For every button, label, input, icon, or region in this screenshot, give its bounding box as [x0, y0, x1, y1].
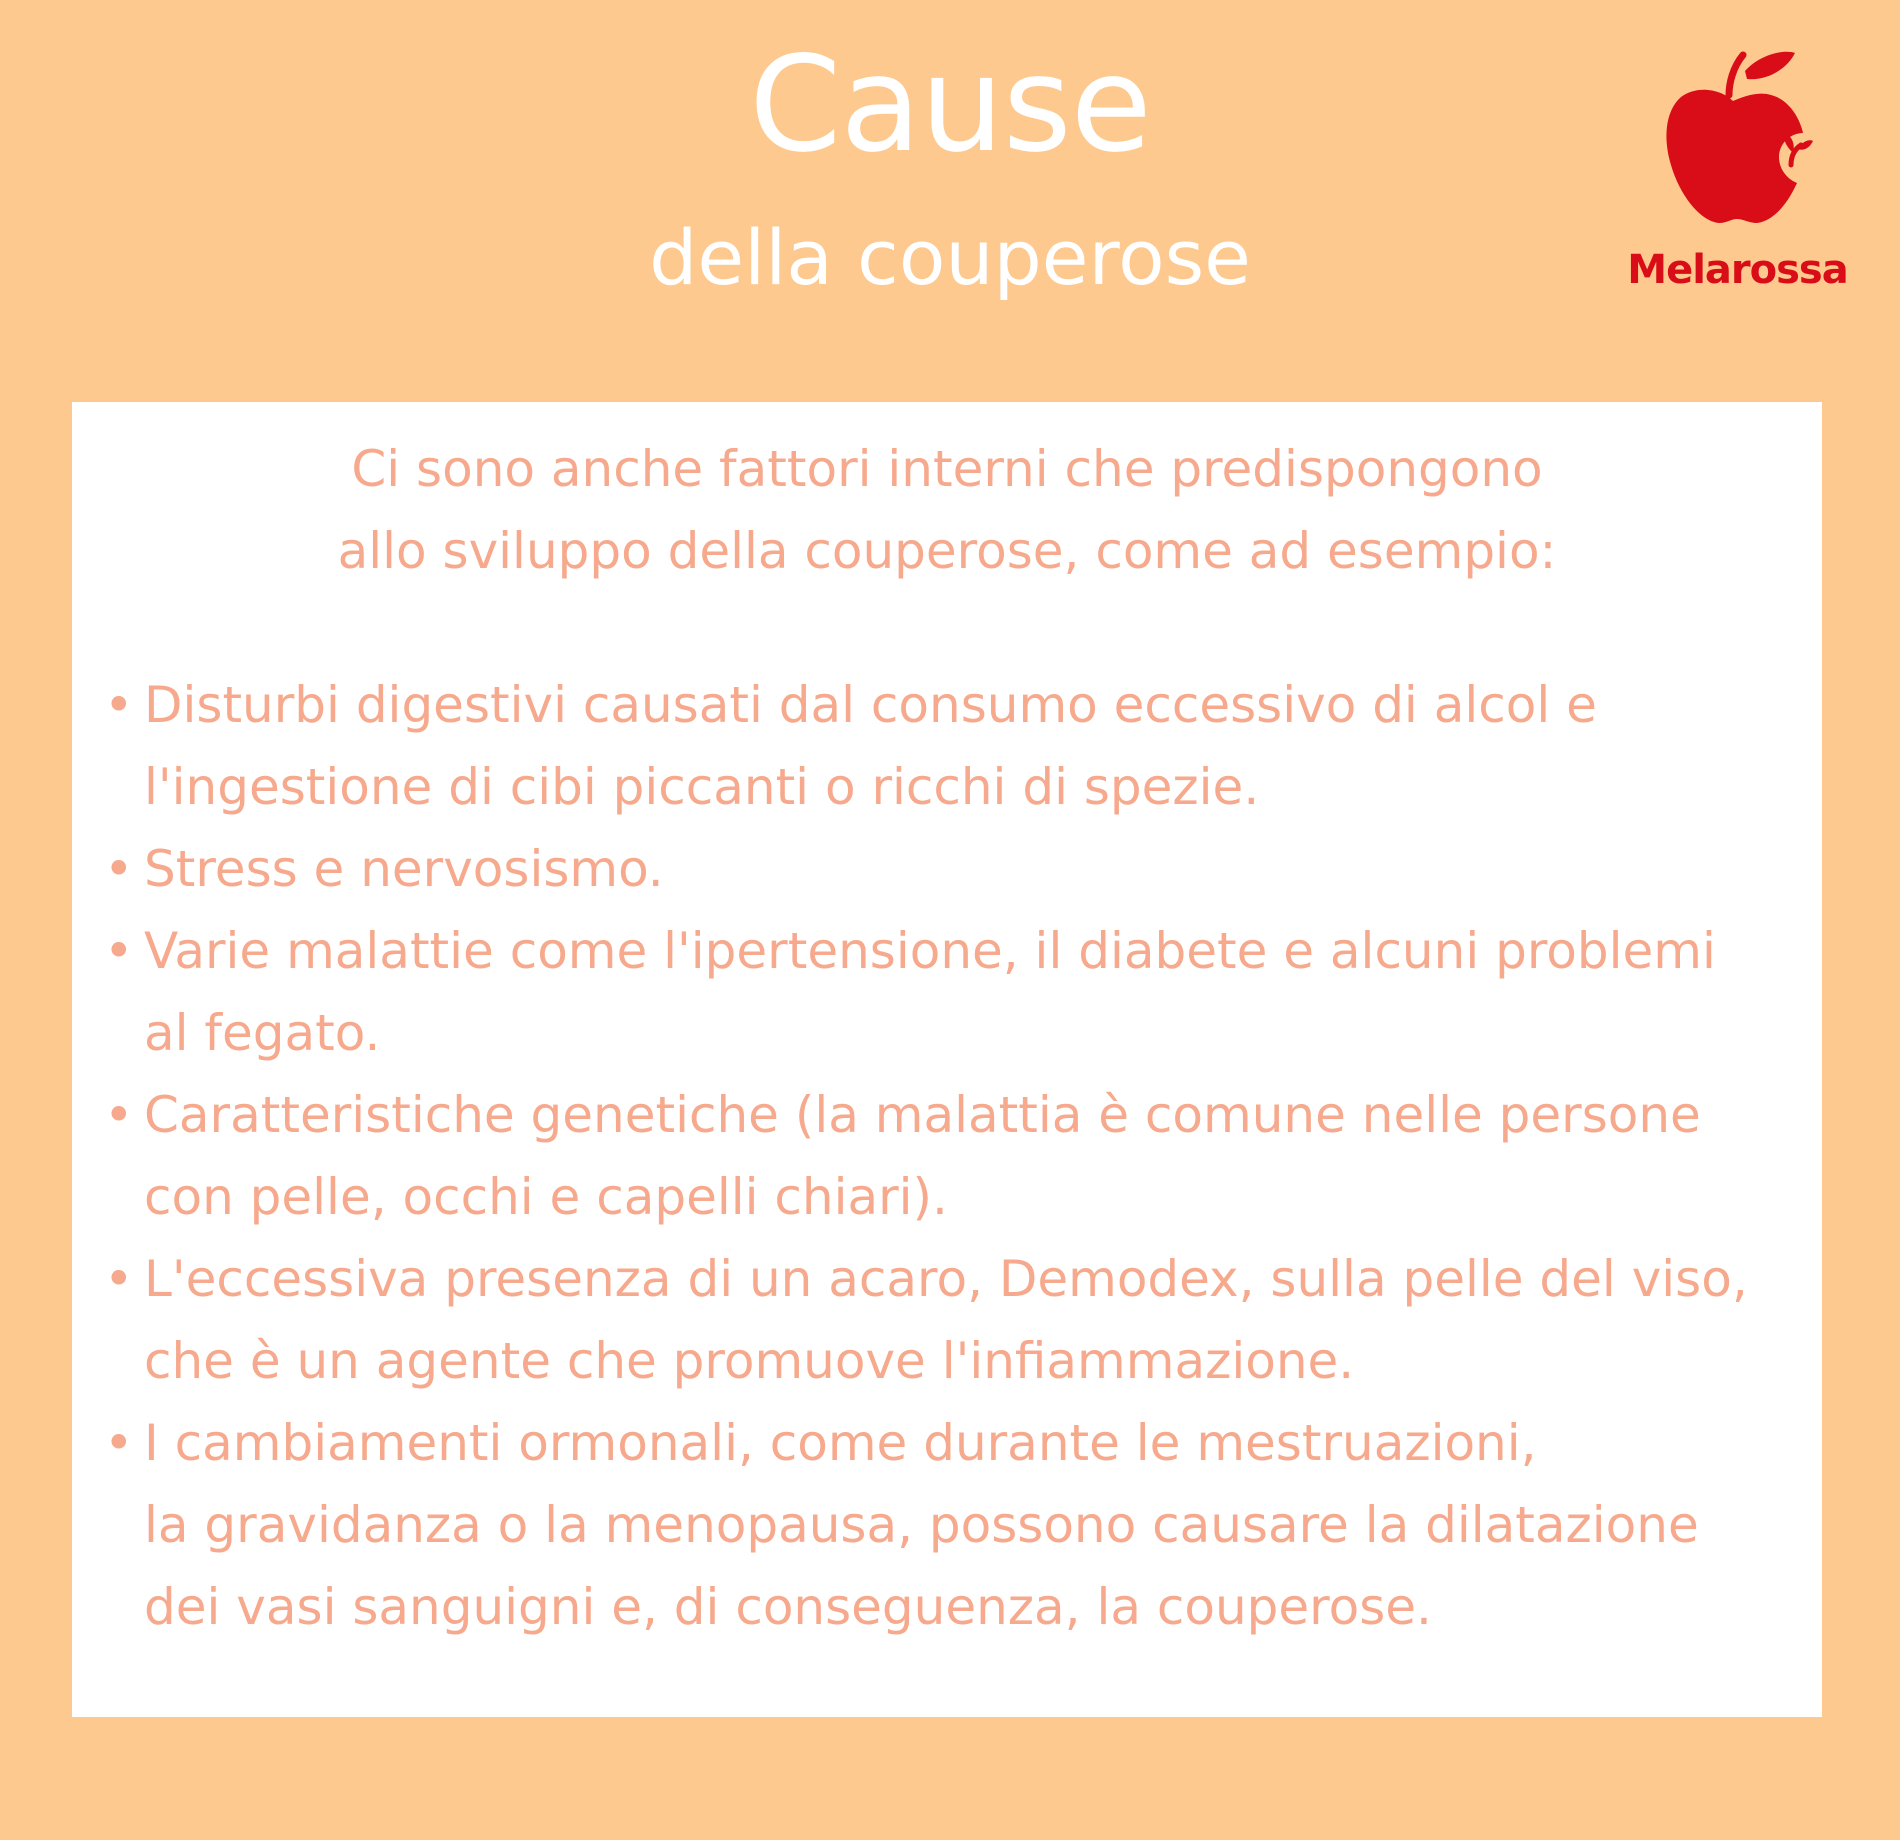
content-box	[72, 402, 1822, 1717]
list-item-text: al fegato.	[144, 1004, 381, 1062]
intro-text	[72, 428, 1822, 592]
list-item-text: L'eccessiva presenza di un acaro, Demodex, sulla pelle del viso,	[144, 1250, 1748, 1308]
list-item-text: I cambiamenti ormonali, come durante le mestruazioni,	[144, 1414, 1537, 1472]
list-item	[102, 828, 1792, 910]
list-item-text: Stress e nervosismo.	[144, 840, 664, 898]
page-title: Cause	[749, 28, 1151, 182]
bullet: •	[104, 676, 134, 734]
causes-list	[102, 664, 1792, 1648]
list-item	[102, 910, 1792, 1074]
bullet: •	[104, 1414, 134, 1472]
list-item-text: dei vasi sanguigni e, di conseguenza, la couperose.	[144, 1578, 1432, 1636]
list-item-text: Varie malattie come l'ipertensione, il diabete e alcuni problemi	[144, 922, 1716, 980]
list-item	[102, 1074, 1792, 1238]
list-item-text: Disturbi digestivi causati dal consumo eccessivo di alcol e	[144, 676, 1597, 734]
list-item-text: la gravidanza o la menopausa, possono causare la dilatazione	[144, 1496, 1699, 1554]
list-item-text: Caratteristiche genetiche (la malattia è comune nelle persone	[144, 1086, 1701, 1144]
brand-logo	[1625, 45, 1850, 305]
list-item	[102, 1402, 1792, 1648]
list-item	[102, 1238, 1792, 1402]
apple-icon	[1663, 45, 1813, 230]
list-item-text: che è un agente che promuove l'infiammazione.	[144, 1332, 1355, 1390]
bullet: •	[104, 922, 134, 980]
bullet: •	[104, 1250, 134, 1308]
brand-name: Melarossa	[1627, 247, 1848, 293]
header	[0, 0, 1900, 400]
bullet: •	[104, 840, 134, 898]
intro-line: allo sviluppo della couperose, come ad esempio:	[337, 522, 1557, 580]
bullet: •	[104, 1086, 134, 1144]
list-item-text: l'ingestione di cibi piccanti o ricchi di spezie.	[144, 758, 1260, 816]
list-item-text: con pelle, occhi e capelli chiari).	[144, 1168, 948, 1226]
intro-line: Ci sono anche fattori interni che predispongono	[351, 440, 1543, 498]
list-item	[102, 664, 1792, 828]
page-subtitle: della couperose	[649, 213, 1251, 302]
